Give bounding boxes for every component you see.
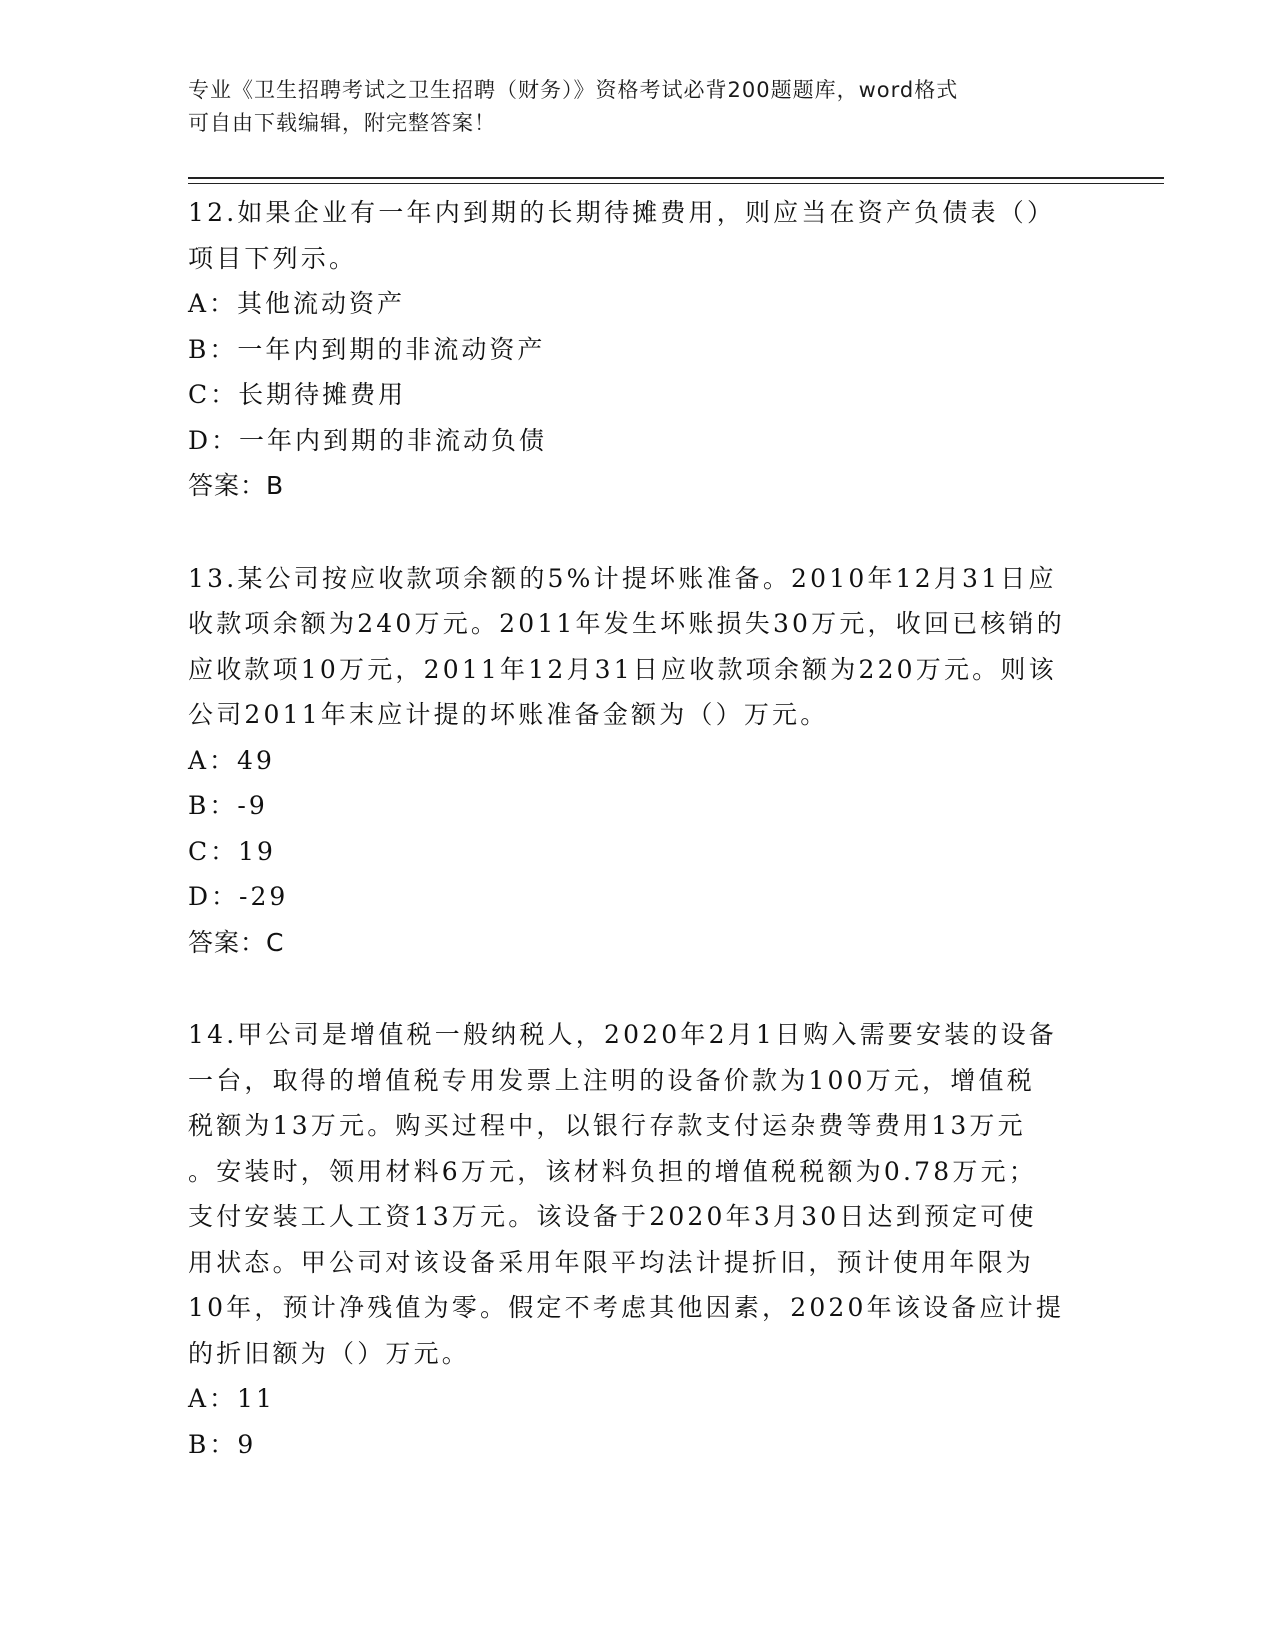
header-divider-thick xyxy=(188,177,1164,179)
answer-option: A：其他流动资产 xyxy=(188,289,406,318)
question-block xyxy=(188,1012,1088,1467)
question-stem-line: 税额为13万元。购买过程中，以银行存款支付运杂费等费用13万元 xyxy=(188,1111,1026,1140)
question-stem-line: 项目下列示。 xyxy=(188,243,358,273)
question-stem-line: 支付安装工人工资13万元。该设备于2020年3月30日达到预定可使 xyxy=(188,1202,1037,1231)
answer-option: B：9 xyxy=(188,1429,257,1459)
question-stem-line: 一台，取得的增值税专用发票上注明的设备价款为100万元，增值税 xyxy=(188,1065,1035,1095)
question-stem-line: 13.某公司按应收款项余额的5%计提坏账准备。2010年12月31日应 xyxy=(188,563,1057,593)
header-divider-thin xyxy=(188,183,1164,184)
correct-answer: 答案：C xyxy=(188,927,285,957)
answer-option: D：一年内到期的非流动负债 xyxy=(188,425,548,455)
answer-option: A：49 xyxy=(188,745,275,775)
question-stem-line: 12.如果企业有一年内到期的长期待摊费用，则应当在资产负债表（） xyxy=(188,198,1056,227)
question-stem-line: 用状态。甲公司对该设备采用年限平均法计提折旧，预计使用年限为 xyxy=(188,1247,1035,1277)
question-spacer xyxy=(188,965,1088,1012)
question-stem-line: 应收款项10万元，2011年12月31日应收款项余额为220万元。则该 xyxy=(188,654,1057,684)
document-header xyxy=(188,74,1068,140)
question-stem-line: 10年，预计净残值为零。假定不考虑其他因素，2020年该设备应计提 xyxy=(188,1293,1065,1322)
question-block xyxy=(188,556,1088,966)
answer-option: C：长期待摊费用 xyxy=(188,380,407,409)
question-stem-line: 公司2011年末应计提的坏账准备金额为（）万元。 xyxy=(188,700,829,729)
answer-option: C：19 xyxy=(188,836,276,866)
answer-option: B：一年内到期的非流动资产 xyxy=(188,334,546,364)
question-stem-line: 14.甲公司是增值税一般纳税人，2020年2月1日购入需要安装的设备 xyxy=(188,1020,1057,1049)
question-stem-line: 收款项余额为240万元。2011年发生坏账损失30万元，收回已核销的 xyxy=(188,609,1065,638)
answer-option: B：-9 xyxy=(188,791,268,820)
answer-option: A：11 xyxy=(188,1384,275,1413)
answer-option: D：-29 xyxy=(188,882,289,911)
header-line-1: 专业《卫生招聘考试之卫生招聘（财务）》资格考试必背200题题库，word格式 xyxy=(188,78,959,102)
question-stem-line: 的折旧额为（）万元。 xyxy=(188,1338,471,1368)
question-spacer xyxy=(188,509,1088,556)
header-line-2: 可自由下载编辑，附完整答案！ xyxy=(188,111,496,135)
correct-answer: 答案：B xyxy=(188,471,285,500)
question-list xyxy=(188,190,1088,1467)
question-block xyxy=(188,190,1088,509)
question-stem-line: 。安装时，领用材料6万元，该材料负担的增值税税额为0.78万元； xyxy=(188,1156,1037,1186)
